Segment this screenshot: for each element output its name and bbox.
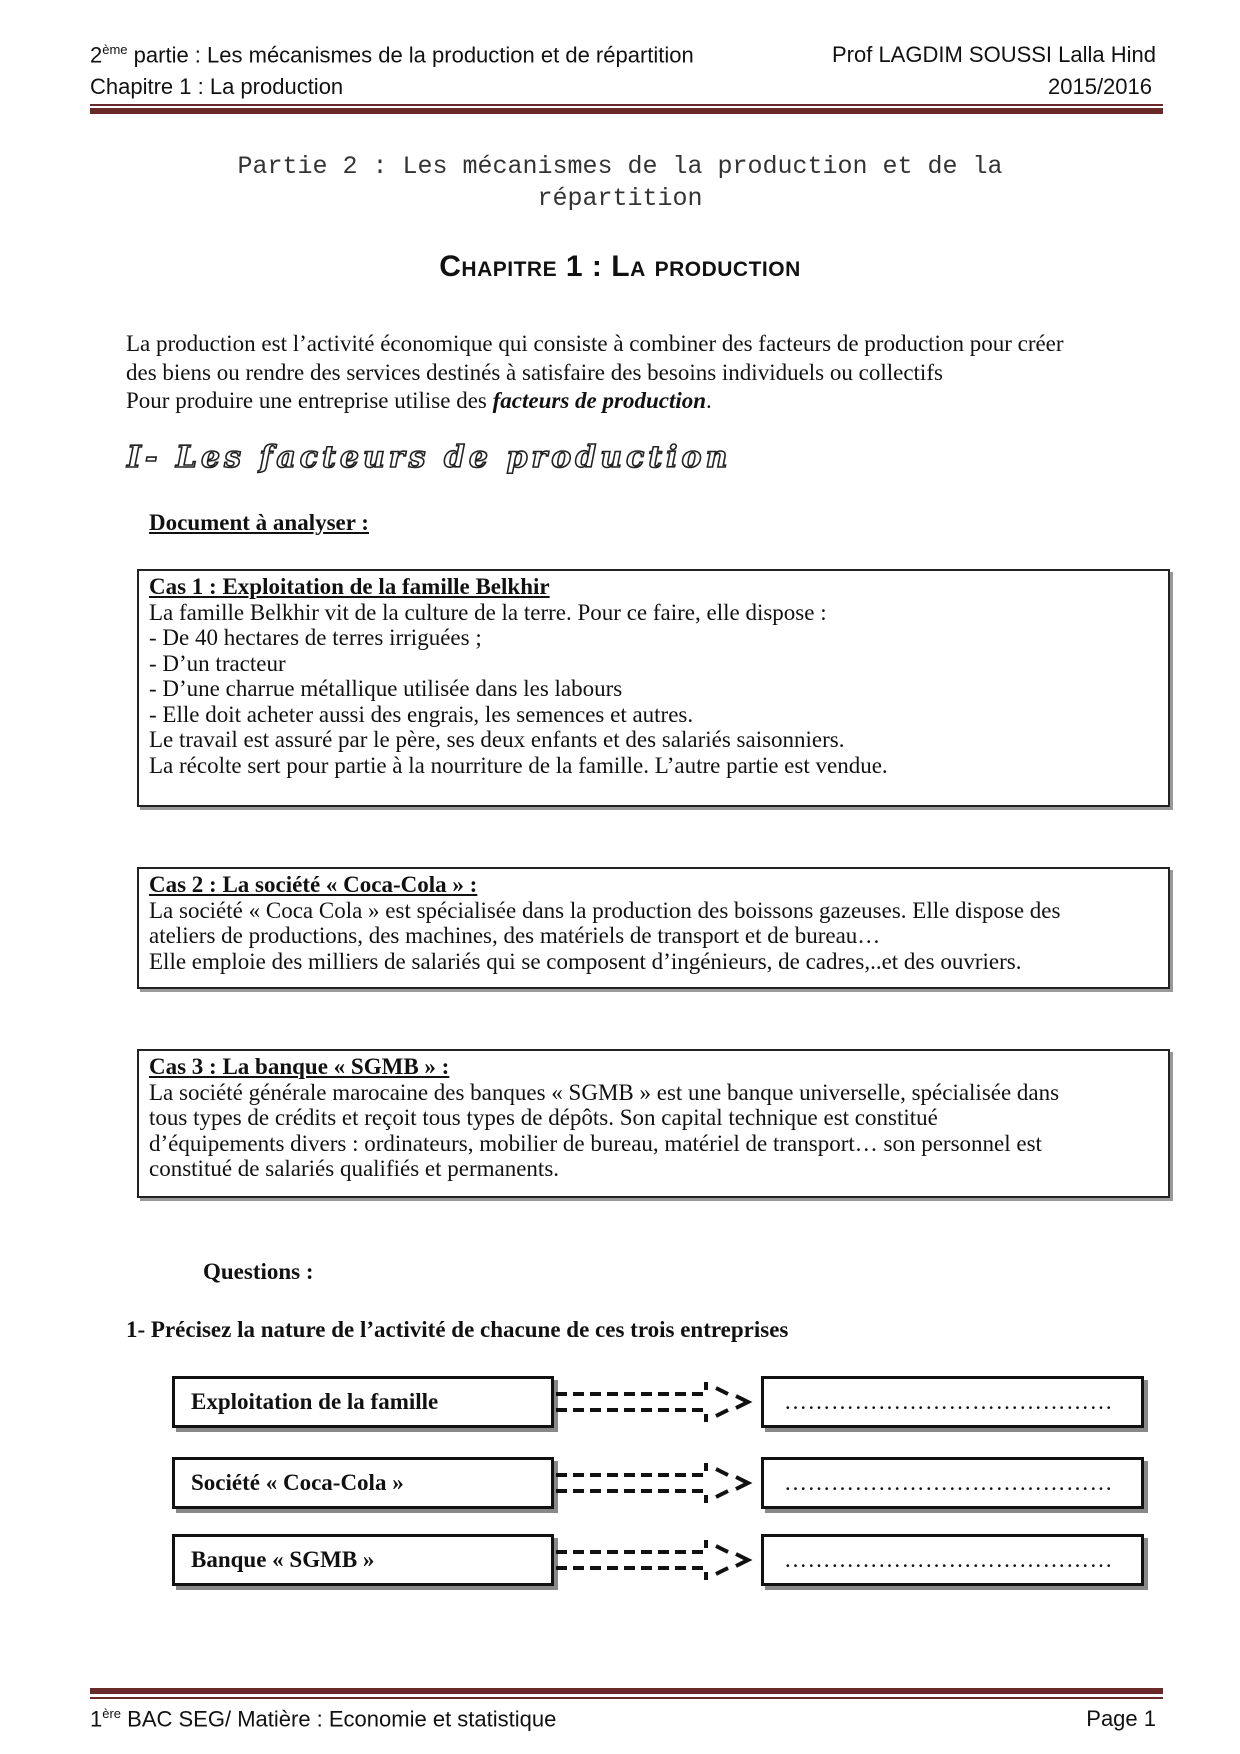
case-line: La société « Coca Cola » est spécialisée dans la production des boissons gazeuses. Elle dispose des xyxy=(149,897,1061,923)
answer-box[interactable]: …………………………………… xyxy=(761,1457,1144,1509)
entity-box: Banque « SGMB » xyxy=(172,1534,554,1586)
case-line: ateliers de productions, des machines, des matériels de transport et de bureau… xyxy=(149,923,881,948)
case-line: - De 40 hectares de terres irriguées ; xyxy=(149,625,482,650)
section-heading: I- Les facteurs de production xyxy=(127,440,732,475)
header-part: 2ème partie : Les mécanismes de la production et de répartition xyxy=(90,42,694,68)
questions-label: Questions : xyxy=(203,1259,314,1284)
case-line: La famille Belkhir vit de la culture de la terre. Pour ce faire, elle dispose : xyxy=(149,599,827,625)
entity-box: Société « Coca-Cola » xyxy=(172,1457,554,1509)
case-line: Le travail est assuré par le père, ses deux enfants et des salariés saisonniers. xyxy=(149,727,845,752)
footer-rule-thick xyxy=(90,1688,1163,1694)
case-line: La récolte sert pour partie à la nourriture de la famille. L’autre partie est vendue. xyxy=(149,752,888,778)
dashed-arrow-icon xyxy=(556,1534,760,1586)
header-year: 2015/2016 xyxy=(1048,74,1152,99)
answer-box[interactable]: …………………………………… xyxy=(761,1534,1144,1586)
case-line: - Elle doit acheter aussi des engrais, les semences et autres. xyxy=(149,701,694,727)
footer-rule-thin xyxy=(90,1697,1163,1699)
dashed-arrow-icon xyxy=(556,1376,760,1428)
case-1-box xyxy=(137,569,1170,807)
part-title-line1: Partie 2 : Les mécanismes de la production et de la xyxy=(237,152,1003,181)
chapter-title: Chapitre 1 : La production xyxy=(439,250,801,283)
case-line: Elle emploie des milliers de salariés qui se composent d’ingénieurs, de cadres,..et des ouvriers. xyxy=(149,948,1022,974)
header-chapter: Chapitre 1 : La production xyxy=(90,74,344,99)
answer-box[interactable]: …………………………………… xyxy=(761,1376,1144,1428)
case-3-box xyxy=(137,1049,1170,1198)
header-rule-thin xyxy=(90,104,1163,106)
case-line: - D’un tracteur xyxy=(149,650,286,676)
part-title-line2: répartition xyxy=(537,184,703,213)
case-2-box xyxy=(137,867,1170,989)
header-author: Prof LAGDIM SOUSSI Lalla Hind xyxy=(831,42,1156,67)
case-title: Cas 3 : La banque « SGMB » : xyxy=(149,1054,450,1079)
case-line: constitué de salariés qualifiés et permanents. xyxy=(149,1156,560,1181)
intro-paragraph xyxy=(126,330,1176,416)
case-line: tous types de crédits et reçoit tous types de dépôts. Son capital technique est constitué xyxy=(149,1105,938,1130)
case-line: d’équipements divers : ordinateurs, mobilier de bureau, matériel de transport… son personnel est xyxy=(149,1130,1042,1156)
question-1: 1- Précisez la nature de l’activité de chacune de ces trois entreprises xyxy=(126,1317,789,1342)
intro-line: des biens ou rendre des services destinés à satisfaire des besoins individuels ou collectifs xyxy=(126,359,943,385)
entity-box: Exploitation de la famille xyxy=(172,1376,554,1428)
intro-line: Pour produire une entreprise utilise des facteurs de production. xyxy=(126,388,712,413)
intro-line: La production est l’activité économique qui consiste à combiner des facteurs de production pour créer xyxy=(126,331,1064,356)
dashed-arrow-icon xyxy=(556,1457,760,1509)
case-line: - D’une charrue métallique utilisée dans les labours xyxy=(149,676,623,701)
header-rule-thick xyxy=(90,108,1163,114)
document-label: Document à analyser : xyxy=(149,510,369,535)
case-line: La société générale marocaine des banques « SGMB » est une banque universelle, spécialisée dans xyxy=(149,1079,1060,1105)
page-number: Page 1 xyxy=(1086,1706,1156,1731)
footer-course: 1ère BAC SEG/ Matière : Economie et statistique xyxy=(90,1706,557,1732)
case-title: Cas 1 : Exploitation de la famille Belkhir xyxy=(149,574,550,599)
case-title: Cas 2 : La société « Coca-Cola » : xyxy=(149,872,478,897)
